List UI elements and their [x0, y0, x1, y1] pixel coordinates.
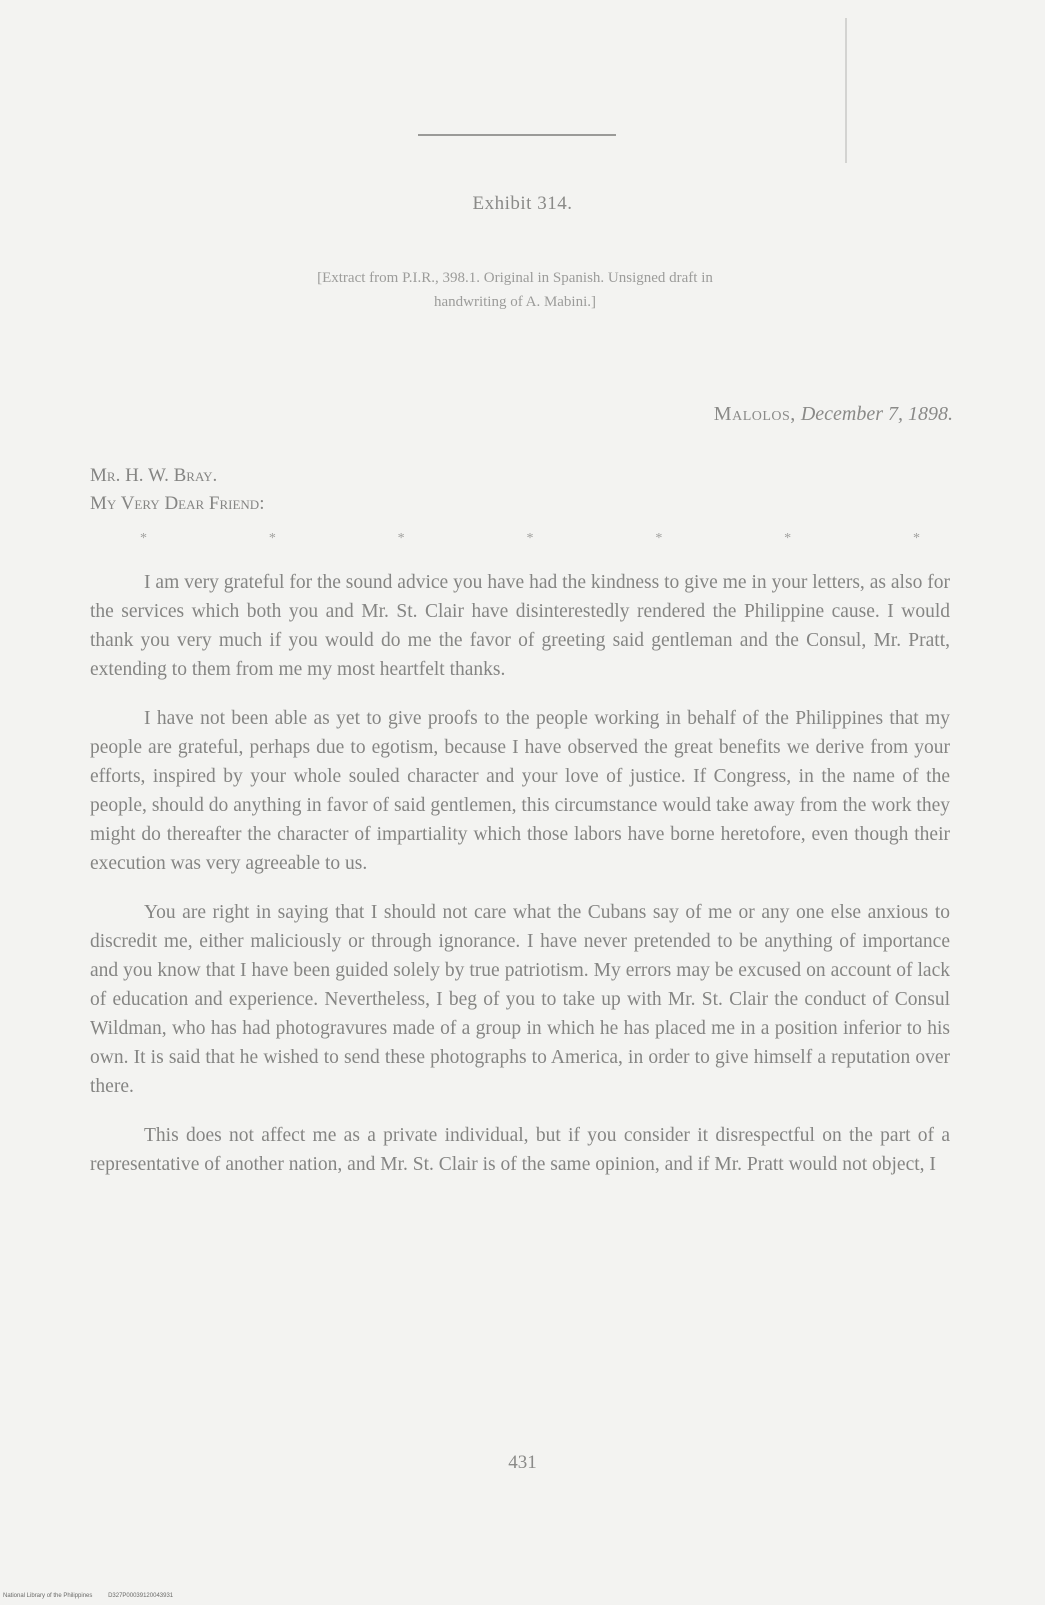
asterisk: * — [268, 531, 276, 546]
asterisk: * — [784, 531, 792, 546]
scan-edge-line — [845, 18, 847, 163]
body-paragraph-2: I have not been able as yet to give proofs to the people working in behalf of the Philippines that my people are grateful, perhaps due to egotism, because I have observed the great benefits we derive from your efforts, inspired by your whole souled character and your love of justice. If Congress, in the name of the people, should do anything in favor of said gentlemen, this circumstance would take away from the work they might do thereafter the character of impartiality which those labors have borne heretofore, even though their execution was very agreeable to us. — [90, 708, 950, 874]
dateline-date: December 7, 1898. — [800, 403, 953, 425]
page-number: 431 — [508, 1452, 537, 1473]
asterisk: * — [912, 531, 920, 546]
exhibit-title: Exhibit 314. — [472, 193, 573, 214]
asterisk: * — [397, 531, 405, 546]
dateline — [714, 403, 953, 426]
asterisk: * — [140, 531, 147, 546]
omission-asterisks — [140, 531, 920, 547]
header-rule — [418, 134, 616, 136]
dateline-place: Malolos, — [713, 403, 796, 425]
source-note-line-1: [Extract from P.I.R., 398.1. Original in Spanish. Unsigned draft in — [317, 270, 713, 286]
asterisk: * — [655, 531, 663, 546]
footer-library: National Library of the Philippines — [3, 1593, 93, 1599]
addressee-block — [90, 462, 264, 518]
body-paragraph-1: I am very grateful for the sound advice you have had the kindness to give me in your letters, as also for the services which both you and Mr. St. Clair have disinterestedly rendered the Philippine cause. I would thank you very much if you would do me the favor of greeting said gentleman and the Consul, Mr. Pratt, extending to them from me my most heartfelt thanks. — [90, 572, 950, 680]
salutation: My Very Dear Friend: — [90, 493, 265, 514]
body-paragraph-4: This does not affect me as a private individual, but if you consider it disrespectful on the part of a representative of another nation, and Mr. St. Clair is of the same opinion, and if Mr. Pratt would not object, I — [90, 1125, 950, 1175]
footer-code: D327P00039120043931 — [108, 1593, 174, 1599]
asterisk: * — [526, 531, 534, 546]
source-note-line-2: handwriting of A. Mabini.] — [433, 294, 597, 310]
body-paragraph-3: You are right in saying that I should not care what the Cubans say of me or any one else anxious to discredit me, either maliciously or through ignorance. I have never pretended to be anything of importance and you know that I have been guided solely by true patriotism. My errors may be excused on account of lack of education and experience. Nevertheless, I beg of you to take up with Mr. St. Clair the conduct of Consul Wildman, who has had photogravures made of a group in which he has placed me in a position inferior to his own. It is said that he wished to send these photographs to America, in order to give himself a reputation over there. — [90, 902, 950, 1097]
addressee-name: Mr. H. W. Bray. — [90, 465, 218, 486]
archive-footer — [3, 1593, 187, 1599]
source-note — [160, 266, 870, 314]
letter-body — [90, 568, 950, 1199]
